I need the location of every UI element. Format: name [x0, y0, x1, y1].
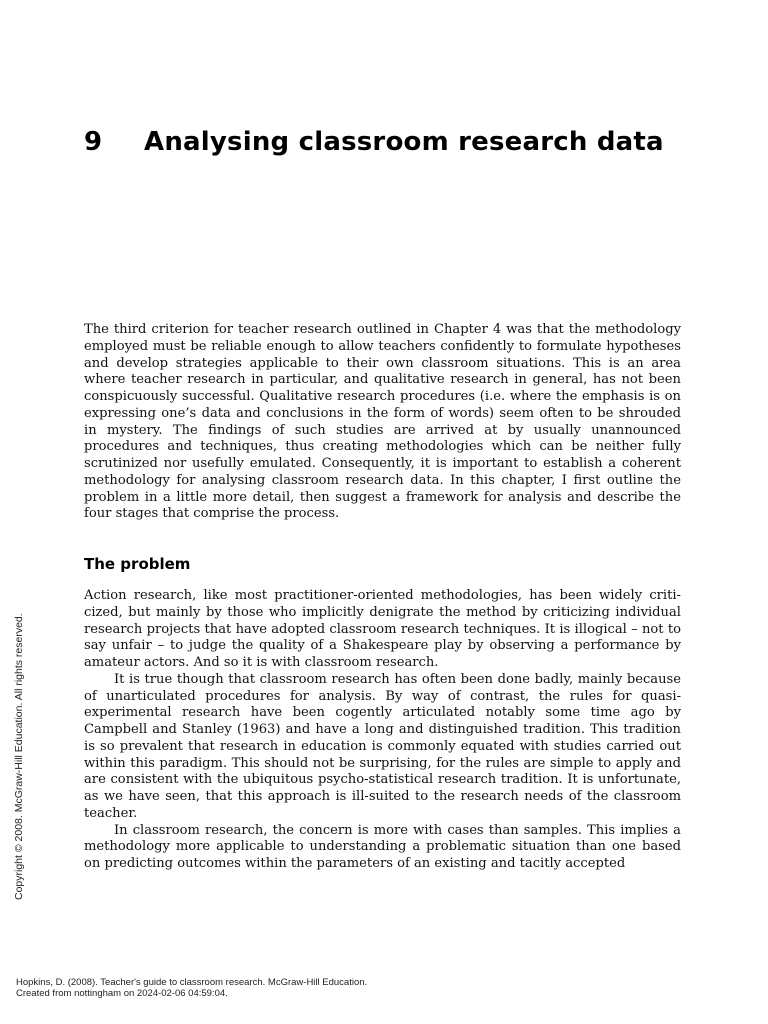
section-paragraph: In classroom research, the concern is more with cases than samples. This implies a methodology more applicable to understanding a problematic situation than one based on predicting outcomes within the parameters of an existing and tacitly accepted	[84, 822, 681, 871]
section-body	[84, 588, 681, 873]
section-paragraph: It is true though that classroom research has often been done badly, mainly because of unarticulated procedures for analysis. By way of contrast, the rules for quasi-experimental research have been cogently articulated notably some time ago by Campbell and Stanley (1963) and have a long and distinguished tradition. This tradition is so prevalent that research in education is commonly equated with studies carried out within this paradigm. This should not be surprising, for the rules are simple to apply and are consistent with the ubiquitous psycho-statistical research tradition. It is unfortunate, as we have seen, that this approach is ill-suited to the research needs of the classroom teacher.	[84, 671, 681, 821]
footer-citation: Hopkins, D. (2008). Teacher's guide to classroom research. McGraw-Hill Education.	[16, 977, 368, 988]
chapter-number: 9	[84, 127, 103, 157]
page-footer	[16, 977, 367, 999]
section-paragraph: Action research, like most practitioner-oriented methodologies, has been widely criti-cized, but mainly by those who implicitly denigrate the method by criticizing individual research projects that have adopted classroom research techniques. It is illogical – not to say unfair – to judge the quality of a Shakespeare play by observing a performance by amateur actors. And so it is with classroom research.	[84, 588, 681, 670]
footer-created: Created from nottingham on 2024-02-06 04:59:04.	[16, 988, 228, 999]
chapter-heading	[84, 127, 664, 157]
section-heading: The problem	[84, 555, 191, 573]
chapter-title: Analysing classroom research data	[144, 127, 664, 157]
intro-paragraph: The third criterion for teacher research outlined in Chapter 4 was that the methodology employed must be reliable enough to allow teachers confidently to formulate hypotheses and develop strategies applicable to their own classroom situations. This is an area where teacher research in particular, and qualitative research in general, has not been conspicuously successful. Qualitative research procedures (i.e. where the emphasis is on expressing one’s data and conclusions in the form of words) seem often to be shrouded in mystery. The findings of such studies are arrived at by usually unannounced procedures and techniques, thus creating methodologies which can be neither fully scrutinized nor usefully emulated. Consequently, it is important to establish a coherent methodology for analysing classroom research data. In this chapter, I first outline the problem in a little more detail, then suggest a framework for analysis and describe the four stages that comprise the process.	[84, 322, 681, 522]
copyright-notice: Copyright © 2008. McGraw-Hill Education. All rights reserved.	[13, 613, 25, 900]
